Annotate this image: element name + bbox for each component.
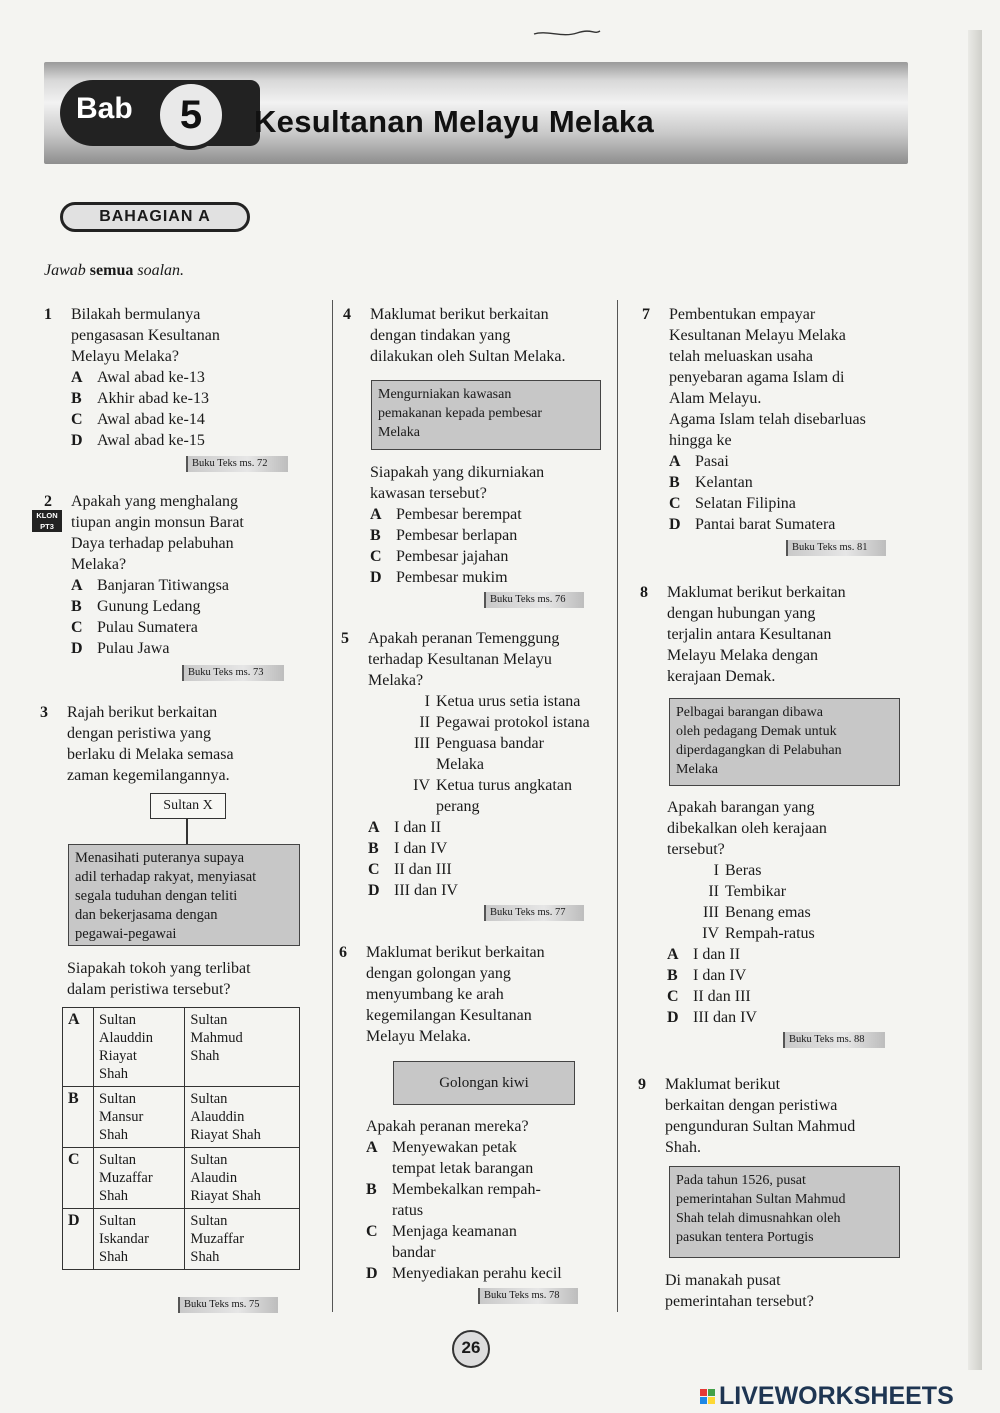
chapter-number: 5 — [156, 80, 226, 150]
box-line: dan bekerjasama dengan — [75, 907, 218, 923]
option-text: Gunung Ledang — [97, 598, 201, 615]
option-letter: D — [71, 432, 83, 449]
question-9 — [638, 1074, 914, 1158]
logo-text: LIVEWORKSHEETS — [719, 1382, 954, 1410]
option-letter: A — [370, 506, 382, 523]
option-text: Pasai — [695, 453, 729, 470]
option-letter: D — [71, 640, 83, 657]
option-text: Pembesar mukim — [396, 569, 508, 586]
liveworksheets-logo — [700, 1382, 954, 1411]
box-line: pegawai-pegawai — [75, 926, 177, 942]
box-line: segala tuduhan dengan teliti — [75, 888, 238, 904]
option-c[interactable] — [71, 617, 324, 638]
question-line: terjalin antara Kesultanan — [667, 626, 832, 643]
roman-item — [691, 902, 914, 923]
option-text: I dan IV — [693, 967, 747, 984]
option-a[interactable] — [366, 1137, 613, 1179]
question-line: Kesultanan Melayu Melaka — [669, 327, 846, 344]
option-letter: C — [71, 619, 83, 636]
cell-line: Sultan — [190, 1012, 228, 1028]
option-text: Membekalkan rempah- — [392, 1181, 541, 1198]
cell-line: Sultan — [99, 1012, 137, 1028]
box-line: Melaka — [676, 762, 718, 777]
option-a[interactable] — [669, 451, 914, 472]
badge-line: KLON — [36, 511, 58, 520]
option-b[interactable] — [669, 472, 914, 493]
question-line: Di manakah pusat — [665, 1272, 781, 1289]
roman-text: Tembikar — [725, 883, 787, 900]
option-d[interactable] — [368, 880, 613, 901]
logo-square — [700, 1397, 707, 1404]
option-text: Awal abad ke-13 — [97, 369, 205, 386]
question-line: Daya terhadap pelabuhan — [71, 535, 234, 552]
option-b[interactable] — [370, 525, 613, 546]
instruction — [44, 262, 184, 280]
option-b[interactable] — [368, 838, 613, 859]
box-line: Menasihati puteranya supaya — [75, 850, 245, 866]
question-number: 6 — [339, 944, 347, 961]
roman-numeral: II — [419, 714, 430, 731]
cell-line: Riayat — [99, 1048, 137, 1064]
cell-line: Shah — [99, 1249, 128, 1265]
question-line: tiupan angin monsun Barat — [71, 514, 244, 531]
option-letter: C — [71, 411, 83, 428]
sultan-x-label: Sultan X — [150, 793, 226, 819]
roman-text: Ketua urus setia istana — [436, 693, 581, 710]
question-7 — [642, 304, 914, 535]
question-line: hingga ke — [669, 432, 732, 449]
question-line: Rajah berikut berkaitan — [67, 704, 218, 721]
cell-line: Iskandar — [99, 1231, 149, 1247]
question-line: Siapakah yang dikurniakan — [370, 464, 545, 481]
roman-list — [402, 691, 613, 817]
option-text: Awal abad ke-15 — [97, 432, 205, 449]
table-row-a[interactable] — [63, 1008, 300, 1087]
option-a[interactable] — [71, 367, 324, 388]
option-b[interactable] — [71, 388, 324, 409]
question-line: Pembentukan empayar — [669, 306, 816, 323]
option-letter: C — [366, 1223, 378, 1240]
table-row-c[interactable] — [63, 1148, 300, 1209]
question-6-prompt — [339, 1116, 613, 1284]
roman-list — [691, 860, 914, 944]
option-text: Pantai barat Sumatera — [695, 516, 836, 533]
roman-item — [691, 881, 914, 902]
question-text — [366, 942, 613, 1047]
option-b[interactable] — [366, 1179, 613, 1221]
option-letter: D — [368, 882, 380, 899]
question-line: Apakah peranan Temenggung — [368, 630, 560, 647]
option-c[interactable] — [370, 546, 613, 567]
question-line: dibekalkan oleh kerajaan — [667, 820, 827, 837]
option-text: II dan III — [394, 861, 452, 878]
option-text: Banjaran Titiwangsa — [97, 577, 229, 594]
option-d[interactable] — [370, 567, 613, 588]
roman-item — [402, 691, 613, 712]
question-number: 3 — [40, 704, 48, 721]
table-cell — [94, 1008, 185, 1087]
option-letter: A — [71, 577, 83, 594]
option-letter: C — [63, 1148, 94, 1209]
roman-text: Penguasa bandar — [436, 735, 544, 752]
option-letter: D — [669, 516, 681, 533]
roman-item — [402, 733, 613, 775]
table-cell — [185, 1008, 300, 1087]
textbook-reference: Buku Teks ms. 78 — [478, 1288, 578, 1304]
option-text: Selatan Filipina — [695, 495, 796, 512]
option-text: Menyediakan perahu kecil — [392, 1265, 562, 1282]
option-text: II dan III — [693, 988, 751, 1005]
cell-line: Muzaffar — [99, 1170, 153, 1186]
cell-line: Riayat Shah — [190, 1188, 261, 1204]
option-text: Pembesar berempat — [396, 506, 522, 523]
question-text — [667, 797, 914, 860]
option-text: III dan IV — [394, 882, 458, 899]
question-line: zaman kegemilangannya. — [67, 767, 230, 784]
bab-label: Bab — [76, 92, 133, 125]
roman-numeral: IV — [702, 925, 719, 942]
question-line: Melaka? — [368, 672, 424, 689]
question-line: Apakah barangan yang — [667, 799, 815, 816]
info-box — [68, 844, 300, 946]
pen-scribble — [532, 26, 602, 40]
option-letter: B — [368, 840, 379, 857]
question-line: dengan tindakan yang — [370, 327, 511, 344]
option-a[interactable] — [667, 944, 914, 965]
box-line: Shah telah dimusnahkan oleh — [676, 1211, 841, 1226]
question-text — [67, 702, 325, 786]
option-text: Menyewakan petak — [392, 1139, 517, 1156]
option-text: I dan IV — [394, 840, 448, 857]
option-c[interactable] — [669, 493, 914, 514]
question-text — [71, 304, 324, 367]
roman-item — [691, 923, 914, 944]
roman-text: Rempah-ratus — [725, 925, 815, 942]
option-a[interactable] — [368, 817, 613, 838]
question-line: dilakukan oleh Sultan Melaka. — [370, 348, 566, 365]
option-c[interactable] — [368, 859, 613, 880]
option-letter: B — [71, 390, 82, 407]
question-number: 5 — [341, 630, 349, 647]
question-line: Maklumat berikut berkaitan — [370, 306, 549, 323]
klon-pt3-badge — [32, 510, 62, 532]
question-number: 7 — [642, 306, 650, 323]
question-8 — [640, 582, 914, 687]
question-line: Melaka? — [71, 556, 127, 573]
question-text — [368, 628, 613, 691]
question-line: Siapakah tokoh yang terlibat — [67, 960, 251, 977]
option-letter: D — [667, 1009, 679, 1026]
box-line: Pelbagai barangan dibawa — [676, 705, 823, 720]
option-c[interactable] — [667, 986, 914, 1007]
option-letter: A — [669, 453, 681, 470]
question-line: Shah. — [665, 1139, 701, 1156]
question-line: telah meluaskan usaha — [669, 348, 813, 365]
option-text: Menjaga keamanan — [392, 1223, 517, 1240]
question-1 — [44, 304, 324, 451]
question-line: dalam peristiwa tersebut? — [67, 981, 231, 998]
table-row-b[interactable] — [63, 1087, 300, 1148]
chapter-title: Kesultanan Melayu Melaka — [254, 104, 655, 139]
textbook-reference: Buku Teks ms. 76 — [484, 592, 584, 608]
box-line: adil terhadap rakyat, menyiasat — [75, 869, 257, 885]
question-6 — [339, 942, 613, 1047]
roman-text: Beras — [725, 862, 762, 879]
question-4 — [343, 304, 613, 367]
textbook-reference: Buku Teks ms. 77 — [484, 905, 584, 921]
option-text: Akhir abad ke-13 — [97, 390, 209, 407]
question-2 — [44, 491, 324, 659]
logo-square — [700, 1389, 707, 1396]
question-text — [669, 304, 914, 451]
page-number: 26 — [452, 1330, 490, 1368]
info-box — [669, 698, 900, 786]
box-line: Golongan kiwi — [439, 1075, 529, 1091]
box-line: Pada tahun 1526, pusat — [676, 1173, 806, 1188]
option-d[interactable] — [71, 638, 324, 659]
option-letter: C — [370, 548, 382, 565]
question-4-prompt — [343, 462, 613, 588]
page-edge-shadow — [968, 30, 982, 1370]
roman-numeral: I — [424, 693, 430, 710]
option-letter: D — [63, 1209, 94, 1270]
option-letter: A — [63, 1008, 94, 1087]
option-c[interactable] — [366, 1221, 613, 1263]
logo-icon — [700, 1389, 715, 1404]
question-number: 8 — [640, 584, 648, 601]
option-letter: D — [370, 569, 382, 586]
option-letter: C — [368, 861, 380, 878]
option-text: Pulau Sumatera — [97, 619, 198, 636]
question-9-prompt — [638, 1270, 914, 1312]
cell-line: Sultan — [99, 1213, 137, 1229]
question-line: Melayu Melaka dengan — [667, 647, 819, 664]
table-cell — [185, 1209, 300, 1270]
option-letter: D — [366, 1265, 378, 1282]
option-letter: B — [366, 1181, 377, 1198]
roman-text: Benang emas — [725, 904, 811, 921]
option-letter: C — [669, 495, 681, 512]
cell-line: Sultan — [99, 1152, 137, 1168]
textbook-reference: Buku Teks ms. 75 — [178, 1297, 278, 1313]
instruction-italic: Jawab — [44, 262, 86, 279]
table-cell — [94, 1148, 185, 1209]
info-box — [371, 380, 601, 450]
question-number: 4 — [343, 306, 351, 323]
option-text: I dan II — [693, 946, 741, 963]
roman-numeral: III — [703, 904, 719, 921]
box-line: pasukan tentera Portugis — [676, 1230, 814, 1245]
badge-line: PT3 — [40, 522, 54, 531]
cell-line: Mansur — [99, 1109, 144, 1125]
info-box — [393, 1061, 575, 1105]
cell-line: Alaudin — [190, 1170, 238, 1186]
question-line: penyebaran agama Islam di — [669, 369, 845, 386]
option-d[interactable] — [366, 1263, 613, 1284]
question-text — [665, 1270, 914, 1312]
roman-numeral: II — [708, 883, 719, 900]
question-number: 9 — [638, 1076, 646, 1093]
box-line: diperdagangkan di Pelabuhan — [676, 743, 842, 758]
option-text: Pembesar berlapan — [396, 527, 518, 544]
option-letter: A — [667, 946, 679, 963]
box-line: Melaka — [378, 425, 420, 440]
option-letter: C — [667, 988, 679, 1005]
question-line: kegemilangan Kesultanan — [366, 1007, 532, 1024]
table-cell — [185, 1148, 300, 1209]
option-text: I dan II — [394, 819, 442, 836]
option-text: bandar — [392, 1244, 436, 1261]
cell-line: Sultan — [190, 1152, 228, 1168]
table-cell — [185, 1087, 300, 1148]
cell-line: Sultan — [99, 1091, 137, 1107]
table-cell — [94, 1087, 185, 1148]
cell-line: Sultan — [190, 1213, 228, 1229]
question-text — [665, 1074, 914, 1158]
info-box — [669, 1166, 900, 1258]
textbook-reference: Buku Teks ms. 88 — [783, 1032, 885, 1048]
option-b[interactable] — [667, 965, 914, 986]
question-8-prompt — [640, 797, 914, 1028]
question-number: 2 — [44, 493, 52, 510]
question-line: Maklumat berikut berkaitan — [667, 584, 846, 601]
cell-line: Riayat Shah — [190, 1127, 261, 1143]
option-text: Pulau Jawa — [97, 640, 170, 657]
option-d[interactable] — [71, 430, 324, 451]
option-a[interactable] — [71, 575, 324, 596]
question-line: kerajaan Demak. — [667, 668, 776, 685]
column-divider — [332, 300, 333, 1312]
question-line: Agama Islam telah disebarluas — [669, 411, 866, 428]
option-text: Pembesar jajahan — [396, 548, 509, 565]
question-line: Melayu Melaka. — [366, 1028, 471, 1045]
option-letter: B — [669, 474, 680, 491]
question-line: Bilakah bermulanya — [71, 306, 201, 323]
cell-line: Shah — [99, 1188, 128, 1204]
question-number: 1 — [44, 306, 52, 323]
question-line: menyumbang ke arah — [366, 986, 504, 1003]
option-letter: B — [667, 967, 678, 984]
question-text — [370, 462, 613, 504]
question-line: Maklumat berikut berkaitan — [366, 944, 545, 961]
table-row-d[interactable] — [63, 1209, 300, 1270]
question-3 — [40, 702, 325, 786]
logo-square — [708, 1389, 715, 1396]
box-line: pemerintahan Sultan Mahmud — [676, 1192, 846, 1207]
option-letter: B — [71, 598, 82, 615]
question-line: terhadap Kesultanan Melayu — [368, 651, 552, 668]
question-line: dengan peristiwa yang — [67, 725, 211, 742]
option-letter: A — [71, 369, 83, 386]
cell-line: Shah — [99, 1127, 128, 1143]
roman-numeral: IV — [413, 777, 430, 794]
option-letter: A — [366, 1139, 378, 1156]
question-text — [71, 491, 324, 575]
answer-table — [62, 1007, 300, 1270]
question-text — [667, 582, 914, 687]
option-d[interactable] — [669, 514, 914, 535]
roman-numeral: I — [713, 862, 719, 879]
logo-square — [708, 1397, 715, 1404]
question-line: dengan hubungan yang — [667, 605, 816, 622]
box-line: oleh pedagang Demak untuk — [676, 724, 837, 739]
question-line: dengan golongan yang — [366, 965, 511, 982]
question-text — [370, 304, 613, 367]
question-5 — [341, 628, 613, 901]
question-line: tersebut? — [667, 841, 725, 858]
table-cell — [94, 1209, 185, 1270]
option-c[interactable] — [71, 409, 324, 430]
question-line: pengunduran Sultan Mahmud — [665, 1118, 856, 1135]
question-3-prompt — [67, 958, 327, 1000]
section-label: BAHAGIAN A — [60, 202, 250, 232]
option-letter: B — [370, 527, 381, 544]
cell-line: Shah — [99, 1066, 128, 1082]
option-text: ratus — [392, 1202, 424, 1219]
question-line: berlaku di Melaka semasa — [67, 746, 234, 763]
question-line: Melayu Melaka? — [71, 348, 179, 365]
option-text: III dan IV — [693, 1009, 757, 1026]
option-text: Awal abad ke-14 — [97, 411, 205, 428]
cell-line: Alauddin — [190, 1109, 245, 1125]
diagram-arrow — [186, 818, 188, 844]
cell-line: Alauddin — [99, 1030, 153, 1046]
instruction-rest: soalan. — [137, 262, 185, 279]
option-text: tempat letak barangan — [392, 1160, 534, 1177]
question-line: berkaitan dengan peristiwa — [665, 1097, 838, 1114]
cell-line: Shah — [190, 1048, 220, 1064]
box-line: pemakanan kepada pembesar — [378, 406, 543, 421]
cell-line: Muzaffar — [190, 1231, 245, 1247]
column-divider — [617, 300, 618, 1312]
roman-text: Pegawai protokol istana — [436, 714, 590, 731]
textbook-reference: Buku Teks ms. 73 — [182, 665, 284, 681]
option-d[interactable] — [667, 1007, 914, 1028]
question-line: Apakah yang menghalang — [71, 493, 239, 510]
roman-item — [402, 712, 613, 733]
roman-item — [691, 860, 914, 881]
option-letter: B — [63, 1087, 94, 1148]
cell-line: Sultan — [190, 1091, 228, 1107]
question-line: Maklumat berikut — [665, 1076, 781, 1093]
cell-line: Mahmud — [190, 1030, 243, 1046]
instruction-bold: semua — [89, 262, 134, 279]
roman-text: Ketua turus angkatan — [436, 777, 572, 794]
cell-line: Shah — [190, 1249, 220, 1265]
question-line: Apakah peranan mereka? — [366, 1118, 529, 1135]
option-a[interactable] — [370, 504, 613, 525]
textbook-reference: Buku Teks ms. 81 — [786, 540, 886, 556]
roman-text: perang — [436, 798, 480, 815]
question-line: pengasasan Kesultanan — [71, 327, 220, 344]
roman-numeral: III — [414, 735, 430, 752]
roman-item — [402, 775, 613, 817]
question-line: Alam Melayu. — [669, 390, 762, 407]
question-line: kawasan tersebut? — [370, 485, 487, 502]
roman-text: Melaka — [436, 756, 484, 773]
option-b[interactable] — [71, 596, 324, 617]
question-line: pemerintahan tersebut? — [665, 1293, 814, 1310]
box-line: Mengurniakan kawasan — [378, 387, 512, 402]
option-text: Kelantan — [695, 474, 753, 491]
option-letter: A — [368, 819, 380, 836]
textbook-reference: Buku Teks ms. 72 — [186, 456, 288, 472]
